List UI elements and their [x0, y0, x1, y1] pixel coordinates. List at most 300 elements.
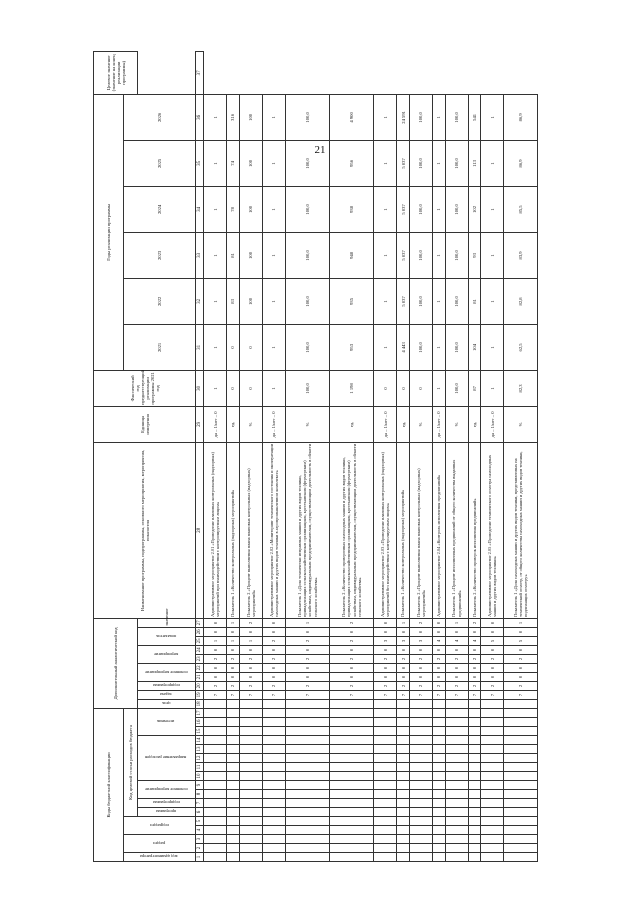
code-cell: [481, 835, 504, 844]
value-2026: 1: [432, 140, 445, 186]
code-cell: 0: [481, 618, 504, 627]
column-number: 6: [196, 808, 204, 817]
code-cell: [262, 817, 285, 826]
code-cell: 2: [409, 681, 432, 690]
code-cell: [227, 736, 240, 745]
header-expense-codes: Код целевой статьи расходов бюджета: [124, 708, 138, 816]
code-cell: [468, 817, 481, 826]
code-cell: [239, 808, 262, 817]
code-cell: [445, 727, 468, 736]
code-cell: [481, 763, 504, 772]
value-2026: 100,0: [285, 140, 329, 186]
code-cell: [409, 781, 432, 790]
table-row: [239, 51, 262, 861]
code-cell: [481, 853, 504, 862]
code-cell: 0: [262, 627, 285, 636]
code-cell: 2: [432, 681, 445, 690]
value-2023: 100,0: [445, 278, 468, 324]
code-cell: 0: [445, 627, 468, 636]
value-2023: 1: [481, 278, 504, 324]
code-cell: [504, 745, 538, 754]
code-cell: [409, 817, 432, 826]
code-cell: [409, 772, 432, 781]
indicator-name: Административное мероприятие 2.02 «Мониторинг технического состояния и эксплуатации самоходных машин и других видов техники в агропромышленном комплексе»: [262, 442, 285, 618]
value-2021: 0: [397, 370, 410, 406]
code-cell: [445, 835, 468, 844]
code-cell: 0: [432, 618, 445, 627]
value-2021: 82,3: [504, 370, 538, 406]
code-cell: 2: [432, 654, 445, 663]
value-2021: 1: [204, 370, 227, 406]
table-row: [432, 51, 445, 861]
rotated-table-container: [93, 54, 538, 862]
code-cell: [262, 727, 285, 736]
code-cell: [468, 853, 481, 862]
code-cell: 0: [262, 672, 285, 681]
code-cell: 0: [239, 672, 262, 681]
table-row: [262, 51, 285, 861]
unit-cell: ед.: [468, 406, 481, 442]
code-cell: [409, 826, 432, 835]
code-cell: 0: [374, 645, 397, 654]
column-number: 17: [196, 708, 204, 717]
code-cell: [239, 826, 262, 835]
column-number: 11: [196, 763, 204, 772]
code-cell: 0: [432, 627, 445, 636]
code-cell: 0: [432, 663, 445, 672]
code-cell: 2: [227, 681, 240, 690]
code-cell: [239, 817, 262, 826]
header-indicator: показатель: [138, 627, 196, 645]
code-cell: [432, 799, 445, 808]
code-cell: [204, 754, 227, 763]
code-cell: [285, 745, 329, 754]
code-cell: 0: [481, 645, 504, 654]
code-cell: 1: [239, 636, 262, 645]
code-cell: [409, 799, 432, 808]
code-cell: [409, 763, 432, 772]
code-cell: [204, 708, 227, 717]
code-cell: 2: [397, 681, 410, 690]
code-cell: [397, 790, 410, 799]
unit-cell: да – 1/нет – 0: [432, 406, 445, 442]
indicator-name: Показатель 2 «Процент выполнения плана плановых контрольных (надзорных) мероприятий»: [239, 442, 262, 618]
code-cell: [432, 826, 445, 835]
code-cell: 0: [409, 645, 432, 654]
column-number: 19: [197, 692, 202, 698]
column-number: 32: [196, 278, 204, 324]
column-number: 27: [196, 618, 204, 627]
code-cell: [374, 817, 397, 826]
code-cell: [445, 853, 468, 862]
code-cell: [239, 853, 262, 862]
code-cell: [285, 835, 329, 844]
code-cell: 0: [374, 618, 397, 627]
code-cell: [445, 817, 468, 826]
column-number: 37: [196, 51, 204, 94]
value-2025: 5 037: [397, 186, 410, 232]
code-cell: 7: [504, 690, 538, 699]
value-2023: 1: [204, 278, 227, 324]
code-cell: [397, 844, 410, 853]
code-cell: [204, 853, 227, 862]
code-cell: [504, 781, 538, 790]
code-cell: [262, 763, 285, 772]
code-cell: [239, 699, 262, 708]
code-cell: [239, 763, 262, 772]
code-cell: 0: [445, 645, 468, 654]
code-cell: [374, 781, 397, 790]
code-cell: [468, 745, 481, 754]
unit-cell: да – 1/нет – 0: [204, 406, 227, 442]
code-cell: [481, 826, 504, 835]
table-row: [285, 51, 329, 861]
code-cell: [468, 708, 481, 717]
code-cell: [468, 754, 481, 763]
code-cell: [227, 844, 240, 853]
code-cell: 2: [239, 618, 262, 627]
column-number: 24: [197, 647, 202, 653]
code-cell: [227, 835, 240, 844]
code-cell: [204, 736, 227, 745]
code-cell: 0: [285, 663, 329, 672]
value-2022: 0: [227, 324, 240, 370]
code-cell: [409, 835, 432, 844]
value-2024: 93: [468, 232, 481, 278]
code-cell: [504, 808, 538, 817]
code-cell: [374, 772, 397, 781]
code-cell: 0: [397, 663, 410, 672]
code-cell: 4: [468, 636, 481, 645]
code-cell: [239, 727, 262, 736]
code-cell: [204, 844, 227, 853]
indicator-name: Показатель 1 «Доля самоходных машин и других видов техники, представленных на технический осмотр, от общего количества самоходных машин и других видов техники, подлежащих осмотру»: [504, 442, 538, 618]
code-cell: [468, 718, 481, 727]
code-cell: [481, 790, 504, 799]
code-cell: [262, 754, 285, 763]
code-cell: [262, 835, 285, 844]
value-2025: 78: [227, 186, 240, 232]
code-cell: [285, 727, 329, 736]
code-cell: [227, 808, 240, 817]
code-cell: [227, 772, 240, 781]
code-cell: 2: [445, 654, 468, 663]
column-number: 8: [196, 790, 204, 799]
target-value: 1: [432, 94, 445, 140]
code-cell: [374, 790, 397, 799]
code-cell: [285, 718, 329, 727]
code-cell: [397, 718, 410, 727]
code-cell: [504, 799, 538, 808]
unit-cell: %: [445, 406, 468, 442]
code-cell: [204, 772, 227, 781]
code-cell: [409, 745, 432, 754]
code-cell: 1: [204, 636, 227, 645]
table-body: [204, 51, 538, 861]
value-2021: 1: [481, 370, 504, 406]
code-cell: 1: [397, 618, 410, 627]
target-value: 1: [262, 94, 285, 140]
code-cell: [481, 718, 504, 727]
table-row: [409, 51, 432, 861]
unit-cell: да – 1/нет – 0: [262, 406, 285, 442]
code-cell: [204, 826, 227, 835]
code-cell: [204, 699, 227, 708]
code-cell: [397, 727, 410, 736]
code-cell: [445, 808, 468, 817]
indicator-name: Показатель 1 «Количество контрольных (надзорных) мероприятий»: [227, 442, 240, 618]
value-2021: 0: [409, 370, 432, 406]
value-2025: 100: [239, 186, 262, 232]
target-value: 1: [374, 94, 397, 140]
code-cell: 0: [468, 663, 481, 672]
code-cell: [409, 808, 432, 817]
code-cell: 0: [204, 618, 227, 627]
code-cell: 0: [285, 672, 329, 681]
header-subprogram: подпрограмма: [138, 799, 196, 808]
value-2026: 956: [330, 140, 374, 186]
value-2021: 0: [227, 370, 240, 406]
code-cell: [397, 772, 410, 781]
code-cell: 0: [239, 645, 262, 654]
code-cell: [504, 718, 538, 727]
code-cell: [374, 799, 397, 808]
code-cell: [239, 772, 262, 781]
indicator-name: Показатель 1 «Процент исполненных предписаний от общего количества выданных предписаний»: [445, 442, 468, 618]
target-value: 100,0: [285, 94, 329, 140]
value-2026: 1: [204, 140, 227, 186]
code-cell: 2: [330, 681, 374, 690]
code-cell: [481, 799, 504, 808]
header-program: программа: [138, 808, 196, 817]
code-cell: [239, 745, 262, 754]
code-cell: [330, 699, 374, 708]
value-2024: 100,0: [445, 232, 468, 278]
code-cell: 0: [468, 627, 481, 636]
code-cell: 0: [330, 663, 374, 672]
code-cell: [445, 844, 468, 853]
value-2026: 113: [468, 140, 481, 186]
code-cell: [397, 754, 410, 763]
code-cell: 0: [374, 672, 397, 681]
value-2021: 100,0: [445, 370, 468, 406]
code-cell: [330, 826, 374, 835]
target-value: 100,0: [409, 94, 432, 140]
code-cell: 0: [239, 627, 262, 636]
header-unit-col: Единица измерения: [94, 406, 196, 442]
value-2026: 5 037: [397, 140, 410, 186]
code-cell: 2: [330, 654, 374, 663]
unit-cell: да – 1/нет – 0: [481, 406, 504, 442]
code-cell: [227, 799, 240, 808]
code-cell: [445, 736, 468, 745]
code-cell: [204, 817, 227, 826]
header-year-2021: 2021: [124, 324, 196, 370]
code-cell: [481, 844, 504, 853]
column-number: 4: [196, 826, 204, 835]
unit-cell: %: [504, 406, 538, 442]
code-cell: [468, 736, 481, 745]
code-cell: 0: [227, 672, 240, 681]
code-cell: 0: [262, 645, 285, 654]
code-cell: [397, 699, 410, 708]
code-cell: [504, 772, 538, 781]
code-cell: 4: [445, 636, 468, 645]
value-2025: 1: [481, 186, 504, 232]
code-cell: [409, 727, 432, 736]
code-cell: 2: [504, 654, 538, 663]
unit-cell: %: [239, 406, 262, 442]
code-cell: 0: [397, 645, 410, 654]
code-cell: [330, 853, 374, 862]
code-cell: 5: [504, 636, 538, 645]
code-cell: [285, 772, 329, 781]
code-cell: [374, 708, 397, 717]
code-cell: [262, 799, 285, 808]
code-cell: [374, 754, 397, 763]
code-cell: [204, 790, 227, 799]
column-number: 31: [196, 324, 204, 370]
code-cell: [330, 745, 374, 754]
code-cell: 2: [468, 618, 481, 627]
code-cell: 0: [285, 627, 329, 636]
code-cell: 0: [374, 663, 397, 672]
indicator-name: Административное мероприятие 2.05 «Проведение технического осмотра самоходных машин и других видов техники»: [481, 442, 504, 618]
code-cell: 0: [468, 645, 481, 654]
target-value: 541: [468, 94, 481, 140]
code-cell: [409, 708, 432, 717]
code-cell: 7: [432, 690, 445, 699]
code-cell: [481, 708, 504, 717]
code-cell: [330, 727, 374, 736]
value-2023: 100,0: [409, 278, 432, 324]
code-cell: [397, 853, 410, 862]
value-2024: 81: [227, 232, 240, 278]
value-2025: 1: [374, 186, 397, 232]
code-cell: 0: [432, 672, 445, 681]
value-2022: 1: [481, 324, 504, 370]
header-year-2025: 2025: [124, 140, 196, 186]
code-cell: 2: [374, 654, 397, 663]
code-cell: [239, 835, 262, 844]
value-2024: 1: [262, 232, 285, 278]
indicator-name: Показатель 1 «Доля технически исправных машин и других видов техники, принадлежащих сельскохозяйственным организациям, крестьянским (фермерским) хозяйствам, индивидуальным предпринимателям, осуществляющим деятельность в области сельского хозяйства»: [285, 442, 329, 618]
code-cell: [262, 808, 285, 817]
code-cell: 7: [468, 690, 481, 699]
value-2023: 5 037: [397, 278, 410, 324]
code-cell: [239, 736, 262, 745]
code-cell: 2: [285, 654, 329, 663]
column-number: 29: [196, 406, 204, 442]
target-value: 316: [227, 94, 240, 140]
indicator-name: Показатель 2 «Процент выполнения плана плановых контрольных (надзорных) мероприятий»: [409, 442, 432, 618]
code-cell: [409, 699, 432, 708]
code-cell: [432, 736, 445, 745]
code-cell: [262, 718, 285, 727]
code-cell: [432, 708, 445, 717]
code-cell: 7: [285, 690, 329, 699]
code-cell: [504, 754, 538, 763]
value-2025: 100,0: [285, 186, 329, 232]
code-cell: 7: [330, 690, 374, 699]
code-cell: [285, 699, 329, 708]
code-cell: [239, 754, 262, 763]
code-cell: [445, 745, 468, 754]
code-cell: [262, 708, 285, 717]
code-cell: [504, 763, 538, 772]
code-cell: 0: [432, 645, 445, 654]
code-cell: [504, 844, 538, 853]
value-2022: 1: [374, 324, 397, 370]
code-cell: [432, 817, 445, 826]
code-cell: [285, 708, 329, 717]
code-cell: [227, 754, 240, 763]
code-cell: 0: [374, 627, 397, 636]
code-cell: [262, 745, 285, 754]
value-2023: 1: [432, 278, 445, 324]
code-cell: [432, 745, 445, 754]
code-cell: [330, 799, 374, 808]
code-cell: [397, 808, 410, 817]
value-2024: 948: [330, 232, 374, 278]
value-2024: 1: [204, 232, 227, 278]
code-cell: [397, 736, 410, 745]
code-cell: 2: [262, 654, 285, 663]
column-number: 33: [196, 232, 204, 278]
code-cell: 2: [330, 636, 374, 645]
code-cell: 3: [397, 636, 410, 645]
code-cell: [239, 790, 262, 799]
code-cell: 5: [481, 636, 504, 645]
column-number: 15: [197, 728, 202, 734]
code-cell: [374, 853, 397, 862]
code-cell: [397, 799, 410, 808]
code-cell: [468, 772, 481, 781]
value-2022: 4 443: [397, 324, 410, 370]
code-cell: 0: [227, 645, 240, 654]
code-cell: [330, 763, 374, 772]
code-cell: [330, 817, 374, 826]
code-cell: 2: [239, 654, 262, 663]
column-number: 14: [197, 737, 202, 743]
column-number-row: [196, 51, 204, 861]
code-cell: [397, 763, 410, 772]
code-cell: 0: [330, 627, 374, 636]
code-cell: 2: [285, 681, 329, 690]
target-value: 1: [481, 94, 504, 140]
code-cell: [239, 708, 262, 717]
header-section: раздел: [124, 835, 196, 853]
code-cell: 4: [432, 636, 445, 645]
unit-cell: ед.: [330, 406, 374, 442]
code-cell: [445, 763, 468, 772]
code-cell: [227, 727, 240, 736]
code-cell: [227, 817, 240, 826]
value-2022: 100,0: [285, 324, 329, 370]
column-number: 36: [196, 94, 204, 140]
value-2025: 85,5: [504, 186, 538, 232]
code-cell: [432, 754, 445, 763]
value-2021: 1: [432, 370, 445, 406]
code-cell: [239, 844, 262, 853]
code-cell: [504, 826, 538, 835]
header-expense-direction: направление расходов: [138, 736, 196, 781]
code-cell: [285, 826, 329, 835]
header-year-2023: 2023: [124, 232, 196, 278]
code-cell: [262, 853, 285, 862]
code-cell: 7: [397, 690, 410, 699]
code-cell: 7: [409, 690, 432, 699]
